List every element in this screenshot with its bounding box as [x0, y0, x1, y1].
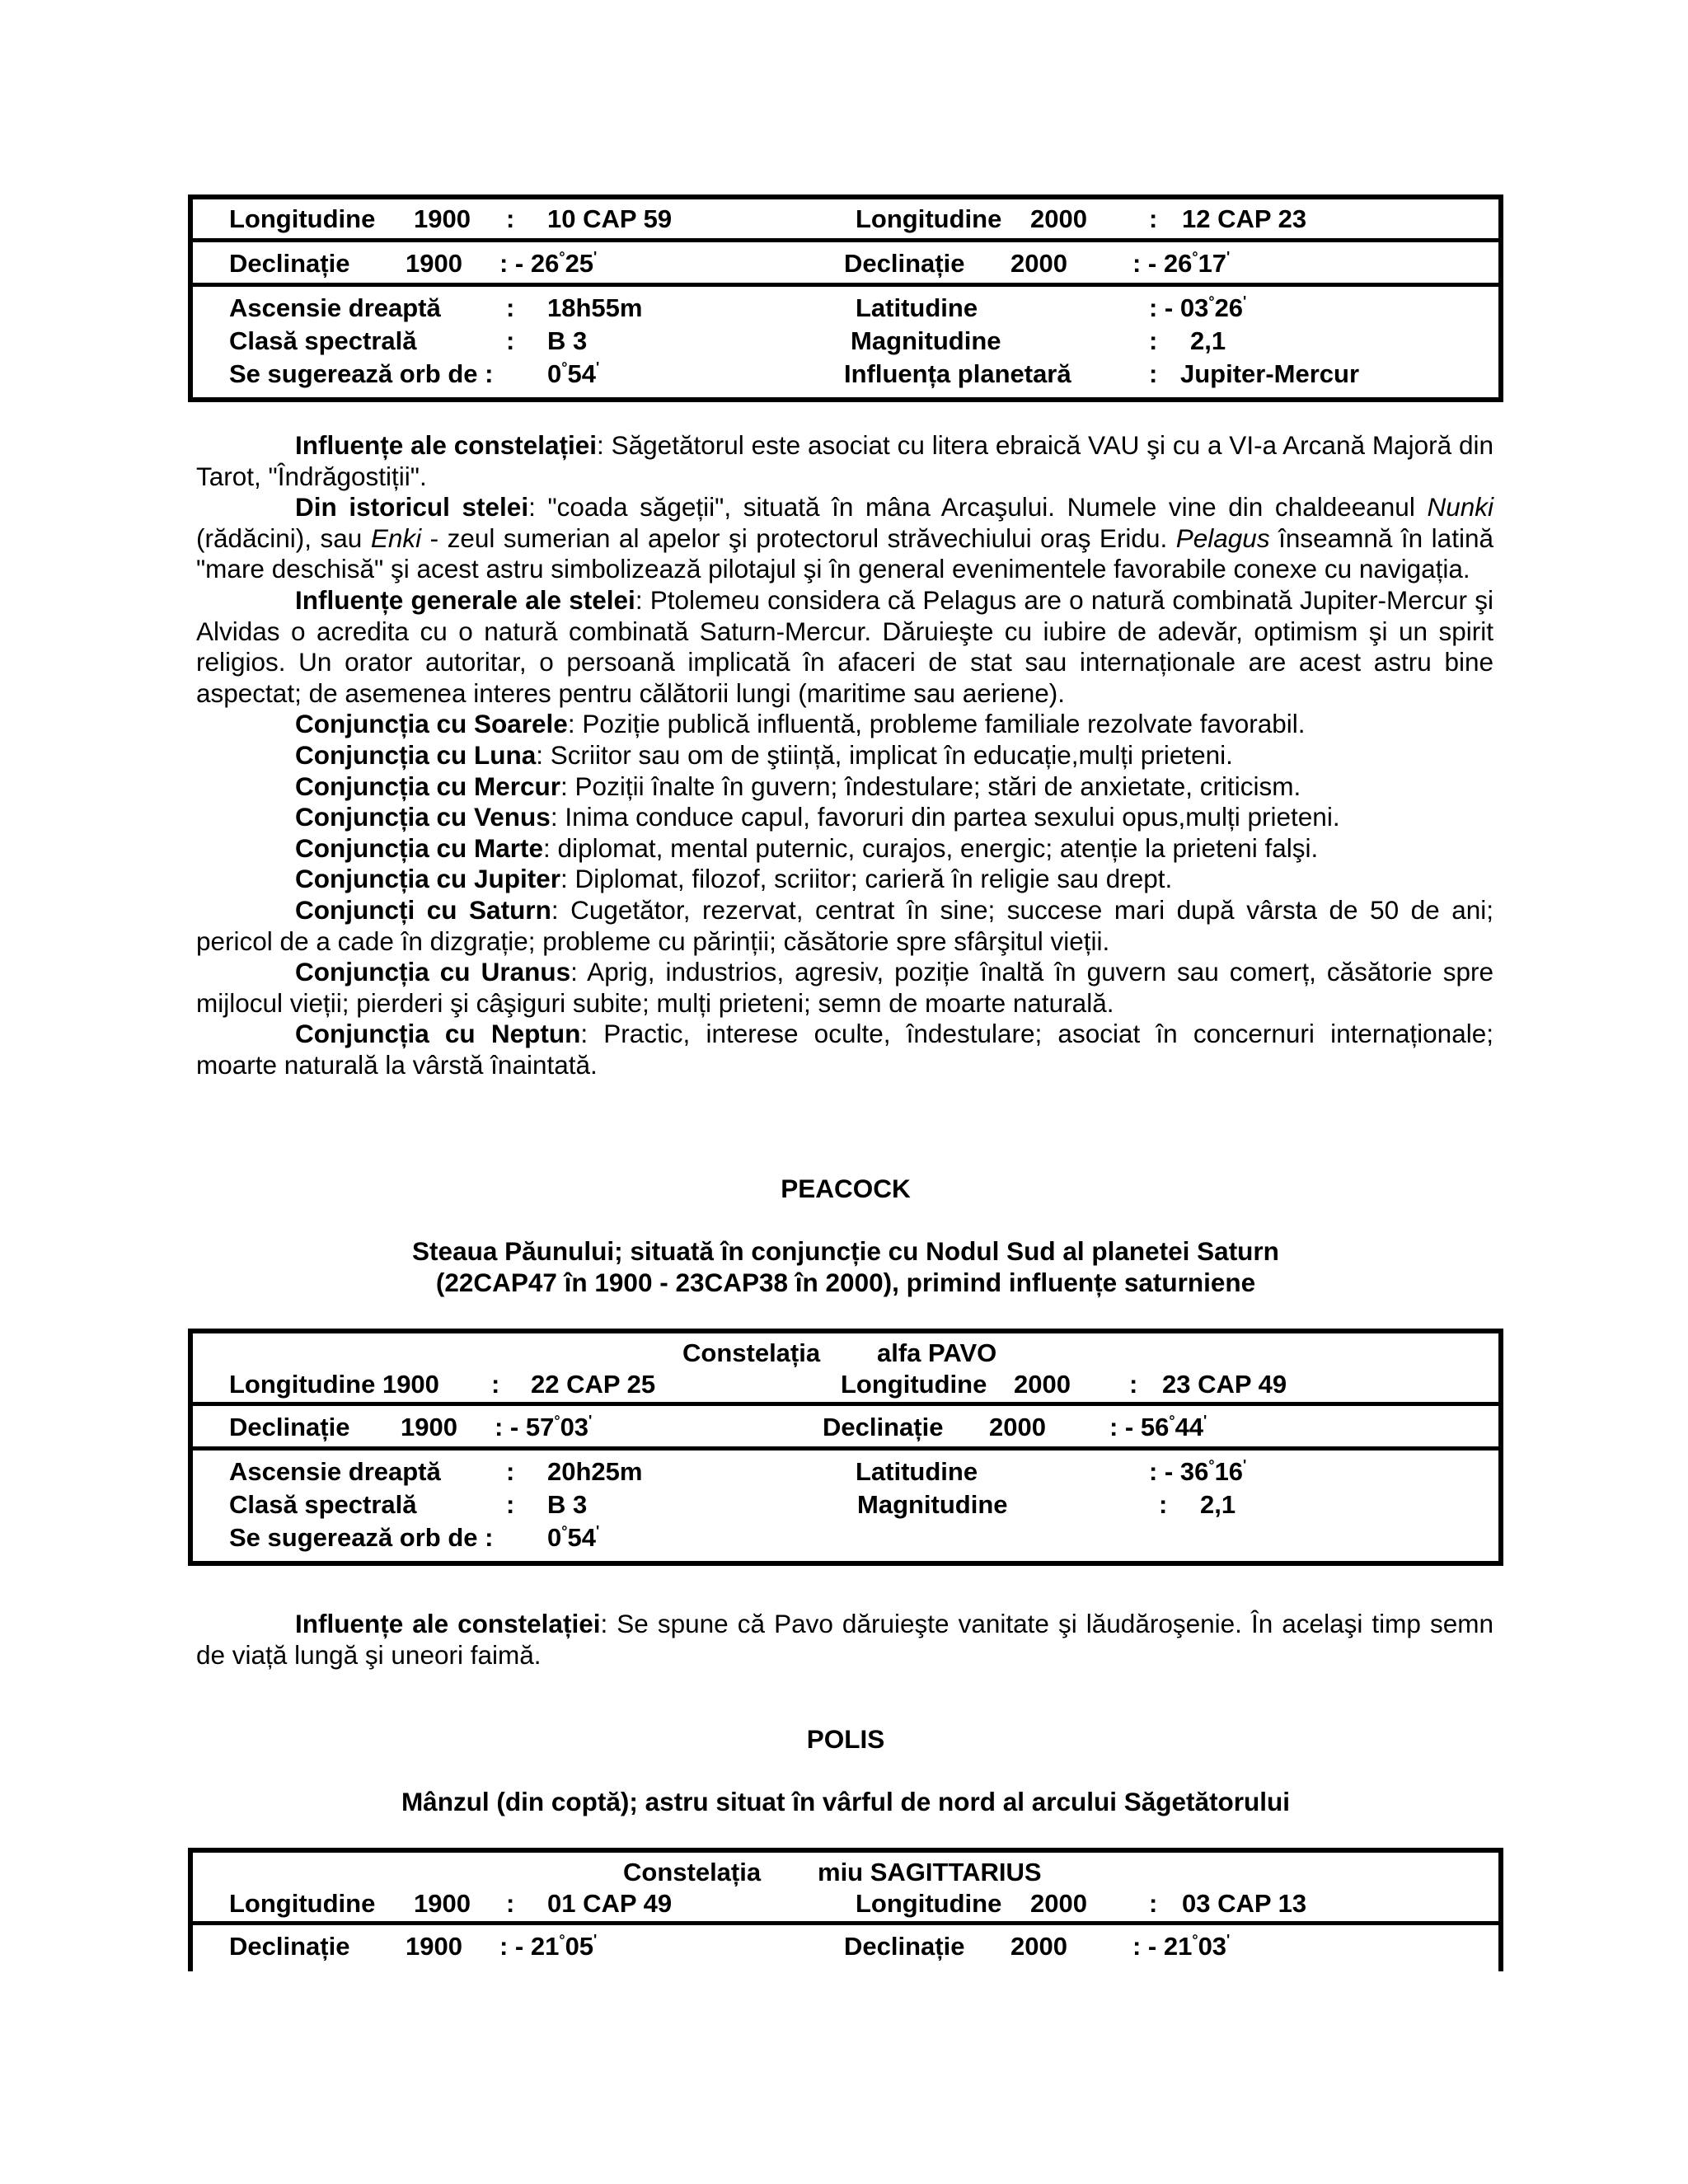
lon1900-year: 1900 — [414, 1889, 471, 1918]
polis-title: POLIS — [806, 1724, 885, 1754]
ra-value: 18h55m — [547, 293, 643, 322]
lat-label: Latitudine — [856, 1457, 978, 1486]
lat-value: : - 03°26' — [1149, 293, 1247, 322]
magnitude-sep: : — [1159, 1490, 1168, 1519]
orb-value: 0°54' — [547, 359, 600, 388]
constellation-value: miu SAGITTARIUS — [818, 1858, 1042, 1886]
dec2000-value: : - 56°44' — [1109, 1413, 1207, 1441]
magnitude-sep: : — [1149, 326, 1158, 355]
ra-label: Ascensie dreaptă — [229, 293, 441, 322]
dec2000-year: 2000 — [989, 1413, 1046, 1441]
lon1900-value: 10 CAP 59 — [547, 204, 673, 233]
lon1900-year: 1900 — [414, 204, 471, 233]
lat-value: : - 36°16' — [1149, 1457, 1247, 1486]
lon1900-value: 01 CAP 49 — [547, 1889, 673, 1918]
conjunction-paragraph: Conjuncția cu Jupiter: Diplomat, filozof, scriitor; carieră în religie sau drept. — [295, 864, 1173, 894]
polis-declination-row — [193, 1925, 1498, 1971]
conjunction-paragraph: Conjuncția cu Venus: Inima conduce capul, favoruri din partea sexului opus,mulți prieteni. — [295, 802, 1340, 832]
spectral-sep: : — [506, 326, 515, 355]
spectral-label: Clasă spectrală — [229, 1490, 417, 1519]
dec1900-value: : - 21°05' — [499, 1932, 598, 1961]
lon2000-label: Longitudine — [856, 1889, 1002, 1918]
lon2000-sep: : — [1149, 204, 1158, 233]
dec2000-year: 2000 — [1010, 249, 1067, 278]
orb-label: Se sugerează orb de : — [229, 359, 494, 388]
lon1900-sep: : — [491, 1370, 500, 1399]
lon2000-value: 03 CAP 13 — [1182, 1889, 1307, 1918]
lat-label: Latitudine — [856, 293, 978, 322]
peacock-subtitle-line2: (22CAP47 în 1900 - 23CAP38 în 2000), primind influențe saturniene — [435, 1268, 1256, 1297]
paragraph-constellation: Influențe ale constelației: Săgetătorul este asociat cu litera ebraică VAU şi cu a VI-a Arcană Majoră din Tarot, "Îndrăgostiții". — [196, 430, 1493, 491]
spectral-label: Clasă spectrală — [229, 326, 417, 355]
lon2000-value: 23 CAP 49 — [1162, 1370, 1287, 1399]
constellation-value: alfa PAVO — [877, 1338, 997, 1367]
dec1900-year: 1900 — [401, 1413, 457, 1441]
dec2000-year: 2000 — [1010, 1932, 1067, 1961]
paragraph-constellation: Influențe ale constelației: Se spune că Pavo dăruieşte vanitate şi lăudăroşenie. În acelaşi timp semn de viață lungă şi uneori faimă. — [196, 1609, 1493, 1670]
constellation-label: Constelația — [623, 1858, 762, 1886]
planet-label: Influența planetară — [844, 359, 1071, 388]
dec2000-value: : - 26°17' — [1132, 249, 1231, 278]
peacock-declination-row — [193, 1406, 1498, 1451]
polis-data-table — [188, 1848, 1503, 1971]
lon2000-value: 12 CAP 23 — [1182, 204, 1307, 233]
nunki-data-table — [188, 194, 1503, 402]
planet-sep: : — [1149, 359, 1158, 388]
dec1900-value: : - 57°03' — [495, 1413, 593, 1441]
conjunction-paragraph: Conjuncția cu Uranus: Aprig, industrios, agresiv, poziție înaltă în guvern sau comerț, căsătorie spre mijlocul vieții; pierderi şi câşiguri subite; mulți prieteni; semn de moarte naturală. — [196, 957, 1493, 1018]
dec2000-value: : - 21°03' — [1132, 1932, 1231, 1961]
lon2000-year: 2000 — [1014, 1370, 1071, 1399]
peacock-header-row — [193, 1333, 1498, 1406]
nunki-description — [196, 430, 1493, 1080]
lon1900-sep: : — [506, 1889, 515, 1918]
dec1900-year: 1900 — [406, 1932, 462, 1961]
spectral-value: B 3 — [547, 1490, 588, 1519]
lon2000-year: 2000 — [1030, 204, 1087, 233]
spectral-value: B 3 — [547, 326, 588, 355]
nunki-details-rows — [193, 287, 1498, 397]
dec1900-label: Declinație — [229, 249, 350, 278]
nunki-declination-row — [193, 242, 1498, 287]
conjunction-paragraph: Conjuncția cu Neptun: Practic, interese oculte, îndestulare; asociat în concernuri internaționale; moarte naturală la vârstă înaintată. — [196, 1019, 1493, 1080]
dec1900-label: Declinație — [229, 1932, 350, 1961]
polis-subtitle: Mânzul (din coptă); astru situat în vârful de nord al arcului Săgetătorului — [401, 1787, 1291, 1816]
planet-value: Jupiter-Mercur — [1180, 359, 1360, 388]
lon1900-label: Longitudine — [229, 204, 376, 233]
lon2000-sep: : — [1149, 1889, 1158, 1918]
constellation-label: Constelația — [682, 1338, 821, 1367]
dec1900-year: 1900 — [406, 249, 462, 278]
lon1900-label: Longitudine — [229, 1889, 376, 1918]
dec2000-label: Declinație — [844, 249, 965, 278]
nunki-longitude-row — [193, 199, 1498, 242]
lon1900-label: Longitudine 1900 — [229, 1370, 439, 1399]
peacock-data-table — [188, 1329, 1503, 1566]
ra-sep: : — [506, 1457, 515, 1486]
magnitude-value: 2,1 — [1200, 1490, 1236, 1519]
conjunction-paragraph: Conjuncția cu Soarele: Poziție publică influentă, probleme familiale rezolvate favorabil. — [295, 709, 1306, 739]
magnitude-label: Magnitudine — [857, 1490, 1008, 1519]
conjunction-paragraph: Conjuncți cu Saturn: Cugetător, rezervat, centrat în sine; succese mari după vârsta de 50 de ani; pericol de a cade în dizgrație; probleme cu părinții; căsătorie spre sfârşitul vieții. — [196, 894, 1494, 956]
orb-label: Se sugerează orb de : — [229, 1523, 494, 1552]
lon2000-label: Longitudine — [841, 1370, 987, 1399]
orb-value: 0°54' — [547, 1523, 600, 1552]
peacock-title: PEACOCK — [781, 1174, 911, 1203]
peacock-description — [196, 1609, 1493, 1671]
dec2000-label: Declinație — [823, 1413, 944, 1441]
conjunction-paragraph: Conjuncția cu Mercur: Poziții înalte în guvern; îndestulare; stări de anxietate, criticism. — [295, 771, 1301, 801]
paragraph-general-influences: Influențe generale ale stelei: Ptolemeu considera că Pelagus are o natură combinată Jupiter-Mercur şi Alvidas o acredita cu o natură combinată Saturn-Mercur. Dăruieşte cu iubire de adevăr, optimism şi un spirit religios. Un orator autoritar, o persoană implicată în afaceri de stat sau internaționale are acest astru bine aspectat; de asemenea interes pentru călătorii lungi (maritime sau aeriene). — [196, 584, 1493, 708]
lon2000-label: Longitudine — [856, 204, 1002, 233]
ra-value: 20h25m — [547, 1457, 643, 1486]
lon2000-sep: : — [1129, 1370, 1138, 1399]
ra-sep: : — [506, 293, 515, 322]
spectral-sep: : — [506, 1490, 515, 1519]
conjunction-paragraph: Conjuncția cu Luna: Scriitor sau om de ştiință, implicat în educație,mulți prieteni. — [295, 739, 1233, 770]
lon2000-year: 2000 — [1030, 1889, 1087, 1918]
magnitude-value: 2,1 — [1190, 326, 1226, 355]
magnitude-label: Magnitudine — [851, 326, 1001, 355]
dec2000-label: Declinație — [844, 1932, 965, 1961]
peacock-details-rows — [193, 1451, 1498, 1561]
dec1900-value: : - 26°25' — [499, 249, 598, 278]
lon1900-sep: : — [506, 204, 515, 233]
polis-header-row — [193, 1853, 1498, 1925]
ra-label: Ascensie dreaptă — [229, 1457, 441, 1486]
dec1900-label: Declinație — [229, 1413, 350, 1441]
peacock-subtitle-line1: Steaua Păunului; situată în conjuncție cu Nodul Sud al planetei Saturn — [412, 1236, 1279, 1266]
paragraph-history: Din istoricul stelei: "coada săgeții", situată în mâna Arcaşului. Numele vine din chaldeeanul Nunki (rădăcini), sau Enki - zeul sumerian al apelor şi protectorul străvechiului oraş Eridu. Pelagus înseamnă în latină "mare deschisă" şi acest astru simbolizează pilotajul şi în general evenimentele favorabile conexe cu navigația. — [196, 492, 1493, 584]
lon1900-value: 22 CAP 25 — [531, 1370, 656, 1399]
conjunction-paragraph: Conjuncția cu Marte: diplomat, mental puternic, curajos, energic; atenție la prieteni falşi. — [295, 832, 1319, 863]
